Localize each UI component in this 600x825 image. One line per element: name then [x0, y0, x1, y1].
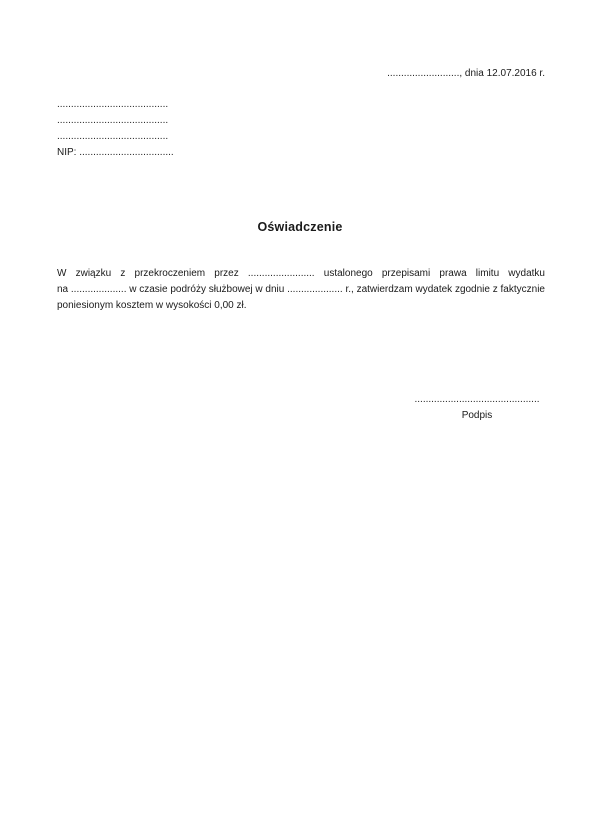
signature-dotted-line: ............................................. — [414, 394, 540, 405]
sender-nip-line: NIP: .................................. — [57, 147, 174, 158]
document-title: Oświadczenie — [257, 220, 343, 234]
body-line-3: poniesionym kosztem w wysokości 0,00 zł. — [57, 300, 247, 311]
date-line: .........................., dnia 12.07.2016 r. — [387, 68, 545, 79]
signature-block — [409, 392, 545, 424]
signature-label: Podpis — [461, 410, 493, 421]
sender-dotted-line-1: ........................................ — [57, 99, 169, 110]
body-line-2: na .................... w czasie podróży służbowej w dniu .................... r., zatwierdzam wydatek zgodnie z faktycznie — [57, 284, 545, 295]
sender-dotted-line-2: ........................................ — [57, 115, 169, 126]
body-paragraph — [57, 266, 545, 314]
body-line-1: W związku z przekroczeniem przez ........................ ustalonego przepisami prawa limitu wydatku — [57, 268, 545, 279]
sender-dotted-line-3: ........................................ — [57, 131, 169, 142]
sender-block — [57, 97, 174, 161]
